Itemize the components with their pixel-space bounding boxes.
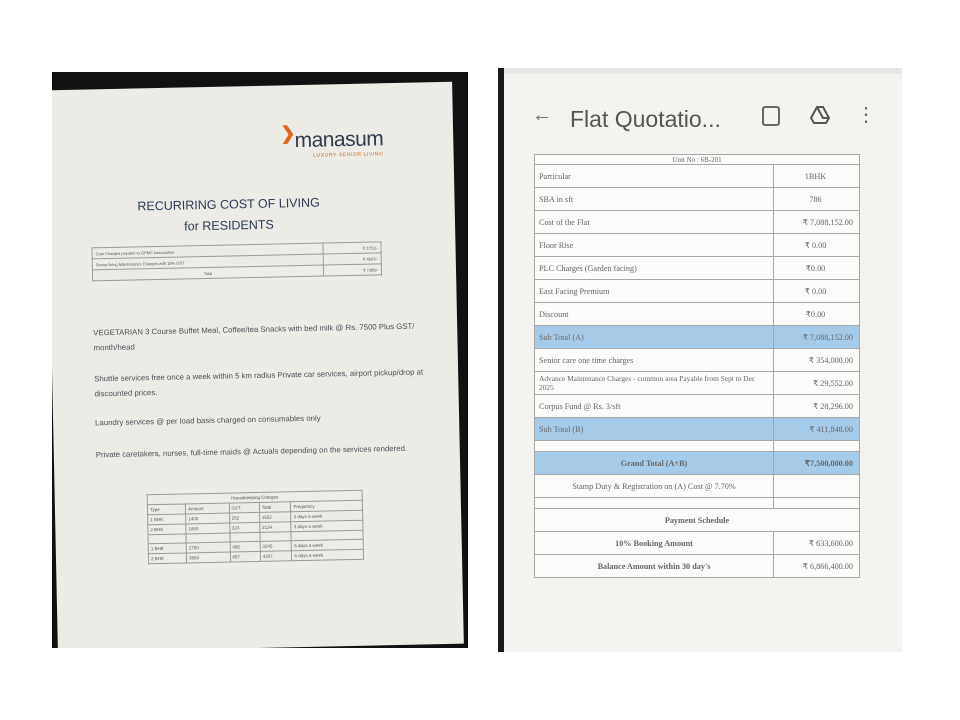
cell: 252: [229, 512, 259, 523]
printed-sheet: [52, 82, 464, 648]
row-label: Senior care one time charges: [535, 349, 774, 372]
cell: 324: [229, 522, 259, 533]
row-value: ₹ 7,088,152.00: [774, 211, 860, 234]
row-label: Stamp Duty & Registration on (A) Cost @ 7.70%: [535, 475, 774, 498]
row-value: ₹ 28,296.00: [774, 395, 860, 418]
logo-tagline: LUXURY SENIOR LIVING: [313, 151, 384, 159]
row-label: Discount: [535, 303, 774, 326]
cell: 1800: [186, 523, 230, 534]
caretaker-paragraph: Private caretakers, nurses, full-time maids @ Actuals depending on the services rendered.: [95, 443, 408, 460]
table-row: [535, 165, 860, 188]
row-label: SBA in sft: [535, 188, 774, 211]
cell: 3245: [260, 541, 292, 552]
row-value: ₹ 0.00: [774, 234, 860, 257]
cost-amount: ₹ 4637/-: [323, 253, 381, 265]
table-row: [535, 234, 860, 257]
cell: 1400: [186, 513, 230, 524]
table-row: [535, 280, 860, 303]
row-label: Grand Total (A+B): [535, 452, 774, 475]
manasum-logo: [280, 123, 384, 159]
app-toolbar: [504, 74, 902, 156]
copy-icon[interactable]: [762, 106, 780, 126]
google-drive-icon[interactable]: [810, 106, 828, 126]
back-arrow-icon[interactable]: ←: [532, 104, 552, 126]
row-label: Cost of the Flat: [535, 211, 774, 234]
header-cell: Type: [147, 504, 185, 515]
cell: 3650: [187, 552, 231, 563]
row-label: Sub Total (A): [535, 326, 774, 349]
header-cell: GST: [229, 502, 259, 513]
row-label: PLC Charges (Garden facing): [535, 257, 774, 280]
cost-label: Cam Charges payable to GPMC Association: [92, 243, 323, 259]
right-photo: [498, 68, 902, 652]
cell: 2124: [259, 522, 291, 533]
grand-total-row: [535, 452, 860, 475]
table-row: [535, 188, 860, 211]
table-row: [535, 257, 860, 280]
housekeeping-caption: Housekeeping Charges: [147, 490, 362, 505]
cell: 657: [230, 551, 260, 562]
row-label: Corpus Fund @ Rs. 3/sft: [535, 395, 774, 418]
table-row: [535, 532, 860, 555]
header-cell: Total: [259, 502, 291, 513]
payment-schedule-heading: Payment Schedule: [535, 509, 860, 532]
row-label: Balance Amount within 30 day's: [535, 555, 774, 578]
row-value: ₹ 633,600.00: [774, 532, 860, 555]
row-value: ₹ 6,866,400.00: [774, 555, 860, 578]
row-value: ₹0.00: [774, 257, 860, 280]
laundry-paragraph: Laundry services @ per load basis charged on consumables only: [95, 413, 321, 428]
row-value: 786: [774, 188, 860, 211]
logo-mark-icon: ❯: [280, 123, 296, 144]
row-value: ₹7,500,000.00: [774, 452, 860, 475]
row-value: ₹ 7,088,152.00: [774, 326, 860, 349]
title-line-1: RECURIRING COST OF LIVING: [137, 195, 320, 214]
row-label: Sub Total (B): [535, 418, 774, 441]
sheet-title: [52, 191, 409, 241]
table-row: [535, 372, 860, 395]
row-value: ₹ 29,552.00: [774, 372, 860, 395]
cell: 2 BHK: [148, 524, 186, 535]
table-row: [535, 211, 860, 234]
table-row: [535, 395, 860, 418]
recurring-cost-table: [91, 241, 382, 281]
left-photo: [52, 72, 468, 648]
subtotal-a-row: [535, 326, 860, 349]
logo-name: manasum: [294, 127, 384, 153]
payment-schedule-row: [535, 509, 860, 532]
header-cell: Amount: [185, 503, 229, 514]
row-value: ₹ 354,000.00: [774, 349, 860, 372]
title-line-2: for RESIDENTS: [184, 217, 274, 234]
table-row: [535, 349, 860, 372]
meal-paragraph: VEGETARIAN 3 Course Buffet Meal, Coffee/tea Snacks with bed milk @ Rs. 7500 Plus GST/ month/head: [93, 321, 415, 353]
table-row: [535, 303, 860, 326]
table-row: [535, 475, 860, 498]
row-label: Floor Rise: [535, 234, 774, 257]
cost-amount: ₹ 7388/-: [323, 264, 381, 276]
cell: 6 days a week: [292, 549, 364, 560]
cell: 3 days a week: [291, 510, 363, 521]
subtotal-b-row: [535, 418, 860, 441]
quotation-table: [534, 154, 860, 578]
cost-label: Senior living Maintenance Charges with 18% GST: [92, 254, 323, 270]
shuttle-paragraph: Shuttle services free once a week within 5 km radius Private car services, airport pickup/drop at discounted prices.: [94, 367, 424, 399]
unit-number: Unit No : 6B-201: [535, 155, 860, 165]
cell: 495: [230, 541, 260, 552]
row-value: 1BHK: [774, 165, 860, 188]
row-value: ₹ 411,848.00: [774, 418, 860, 441]
row-label: 10% Booking Amount: [535, 532, 774, 555]
cell: 4307: [260, 551, 292, 562]
cost-amount: ₹ 2751/-: [323, 242, 381, 254]
cost-label: Total: [92, 265, 323, 281]
row-value: ₹ 0.00: [774, 280, 860, 303]
more-vert-icon[interactable]: ⋮: [856, 104, 876, 126]
cell: 2750: [186, 542, 230, 553]
cell: 3 days a week: [291, 520, 363, 531]
cell: 1 BHK: [148, 514, 186, 525]
header-cell: Frequency: [291, 500, 363, 511]
row-value: [774, 475, 860, 498]
cell: 6 days a week: [292, 539, 364, 550]
document-title: Flat Quotatio...: [570, 106, 721, 132]
cell: 1 BHK: [148, 543, 186, 554]
row-label: Advance Maintenance Charges - common area Payable from Sept to Dec 2025: [535, 372, 774, 395]
phone-screen: [504, 68, 902, 652]
table-row: [535, 555, 860, 578]
row-value: ₹0.00: [774, 303, 860, 326]
row-label: Particular: [535, 165, 774, 188]
cell: 2 BHK: [148, 553, 186, 564]
housekeeping-table: [147, 490, 364, 565]
cell: 1652: [259, 512, 291, 523]
row-label: East Facing Premium: [535, 280, 774, 303]
